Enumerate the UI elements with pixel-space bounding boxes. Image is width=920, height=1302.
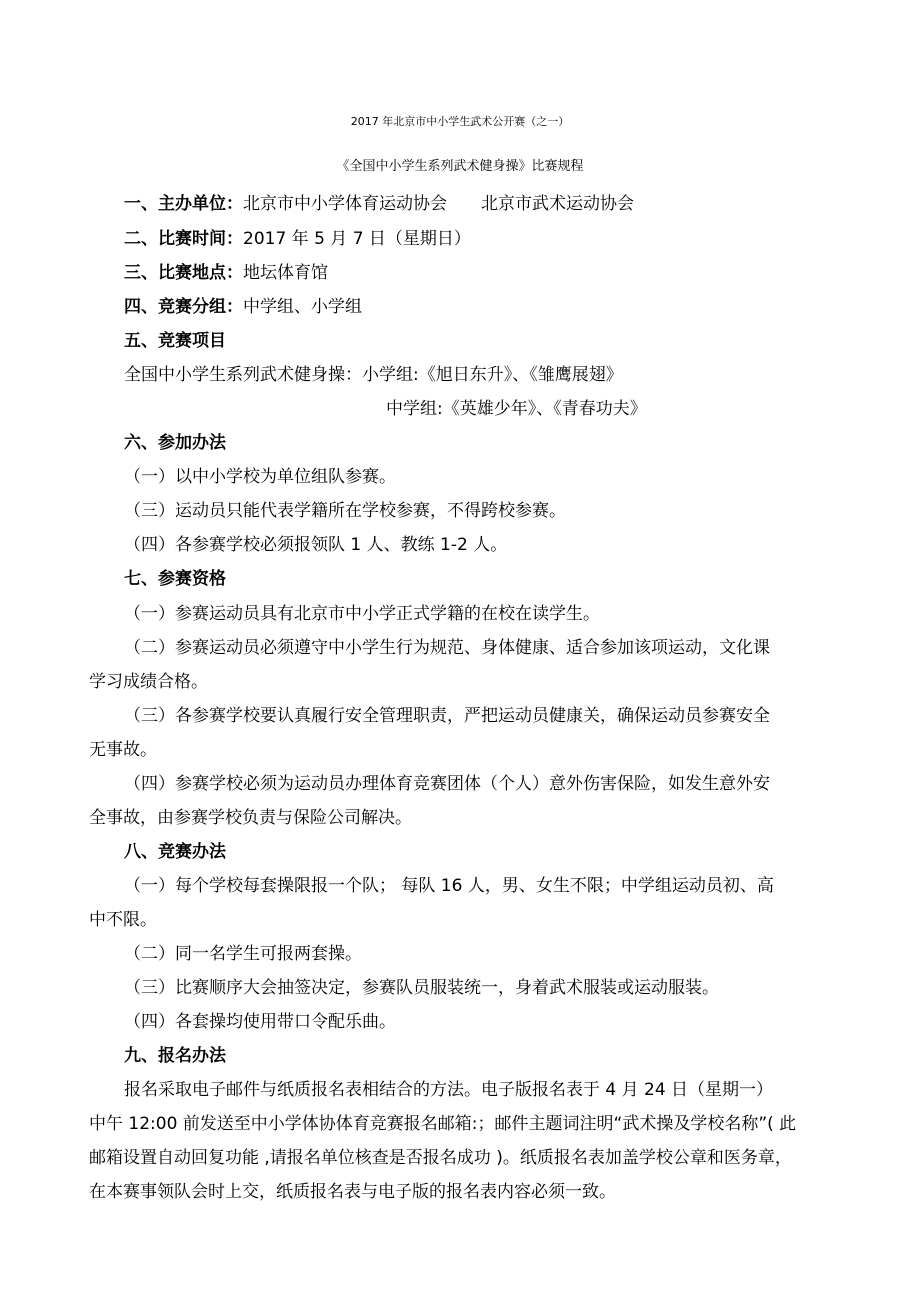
qualification-item3-line2: 无事故。	[89, 740, 157, 760]
registration-line1: 报名采取电子邮件与纸质报名表相结合的方法。电子版报名表于 4 月 24 日（星期一）	[124, 1080, 774, 1100]
method-item4: （四）各套操均使用带口令配乐曲。	[124, 1012, 396, 1032]
registration-heading: 九、报名办法	[124, 1046, 226, 1066]
registration-line4: 在本赛事领队会时上交，纸质报名表与电子版的报名表内容必须一致。	[89, 1182, 616, 1202]
method-item1-line1: （一）每个学校每套操限报一个队； 每队 16 人，男、女生不限；中学组运动员初、高	[124, 876, 774, 896]
registration-line3: 邮箱设置自动回复功能 ,请报名单位核查是否报名成功 )。纸质报名表加盖学校公章和医务章，	[89, 1148, 792, 1168]
groups-heading: 四、竞赛分组：	[124, 297, 243, 317]
venue-text: 地坛体育馆	[243, 263, 328, 283]
organizer-heading: 一、主办单位：	[124, 194, 243, 214]
organizer-text: 北京市中小学体育运动协会 北京市武术运动协会	[243, 194, 634, 214]
method-item1-line2: 中不限。	[89, 910, 157, 930]
participation-item: （一）以中小学校为单位组队参赛。	[124, 467, 396, 487]
qualification-item4-line1: （四）参赛学校必须为运动员办理体育竞赛团体（个人）意外伤害保险，如发生意外安	[124, 774, 770, 794]
registration-line2: 中午 12:00 前发送至中小学体协体育竞赛报名邮箱:；邮件主题词注明“武术操及学校名称”( 此	[89, 1114, 797, 1134]
method-item2: （二）同一名学生可报两套操。	[124, 944, 362, 964]
qualification-item1: （一）参赛运动员具有北京市中小学正式学籍的在校在读学生。	[124, 604, 600, 624]
participation-item: （三）运动员只能代表学籍所在学校参赛，不得跨校参赛。	[124, 501, 566, 521]
qualification-item2-line1: （二）参赛运动员必须遵守中小学生行为规范、身体健康、适合参加该项运动，文化课	[124, 638, 770, 658]
qualification-item2-line2: 学习成绩合格。	[89, 672, 208, 692]
groups-row	[124, 296, 362, 318]
time-heading: 二、比赛时间：	[124, 229, 243, 249]
time-text: 2017 年 5 月 7 日（星期日）	[243, 229, 471, 249]
organizer-row	[124, 193, 634, 215]
venue-row	[124, 262, 328, 284]
participation-item: （四）各参赛学校必须报领队 1 人、教练 1-2 人。	[124, 535, 508, 555]
events-line1: 全国中小学生系列武术健身操：小学组:《旭日东升》、《雏鹰展翅》	[124, 365, 623, 385]
qualification-heading: 七、参赛资格	[124, 569, 226, 589]
venue-heading: 三、比赛地点：	[124, 263, 243, 283]
qualification-item4-line2: 全事故，由参赛学校负责与保险公司解决。	[89, 808, 412, 828]
document-title-line1: 2017 年北京市中小学生武术公开赛（之一）	[350, 115, 570, 128]
method-item3: （三）比赛顺序大会抽签决定，参赛队员服装统一，身着武术服装或运动服装。	[124, 978, 719, 998]
qualification-item3-line1: （三）各参赛学校要认真履行安全管理职责，严把运动员健康关，确保运动员参赛安全	[124, 706, 770, 726]
groups-text: 中学组、小学组	[243, 297, 362, 317]
participation-heading: 六、参加办法	[124, 433, 226, 453]
method-heading: 八、竞赛办法	[124, 842, 226, 862]
events-line2: 中学组:《英雄少年》、《青春功夫》	[386, 399, 647, 419]
events-heading: 五、竞赛项目	[124, 331, 226, 351]
time-row	[124, 228, 471, 250]
document-title-line2: 《全国中小学生系列武术健身操》比赛规程	[336, 159, 584, 174]
